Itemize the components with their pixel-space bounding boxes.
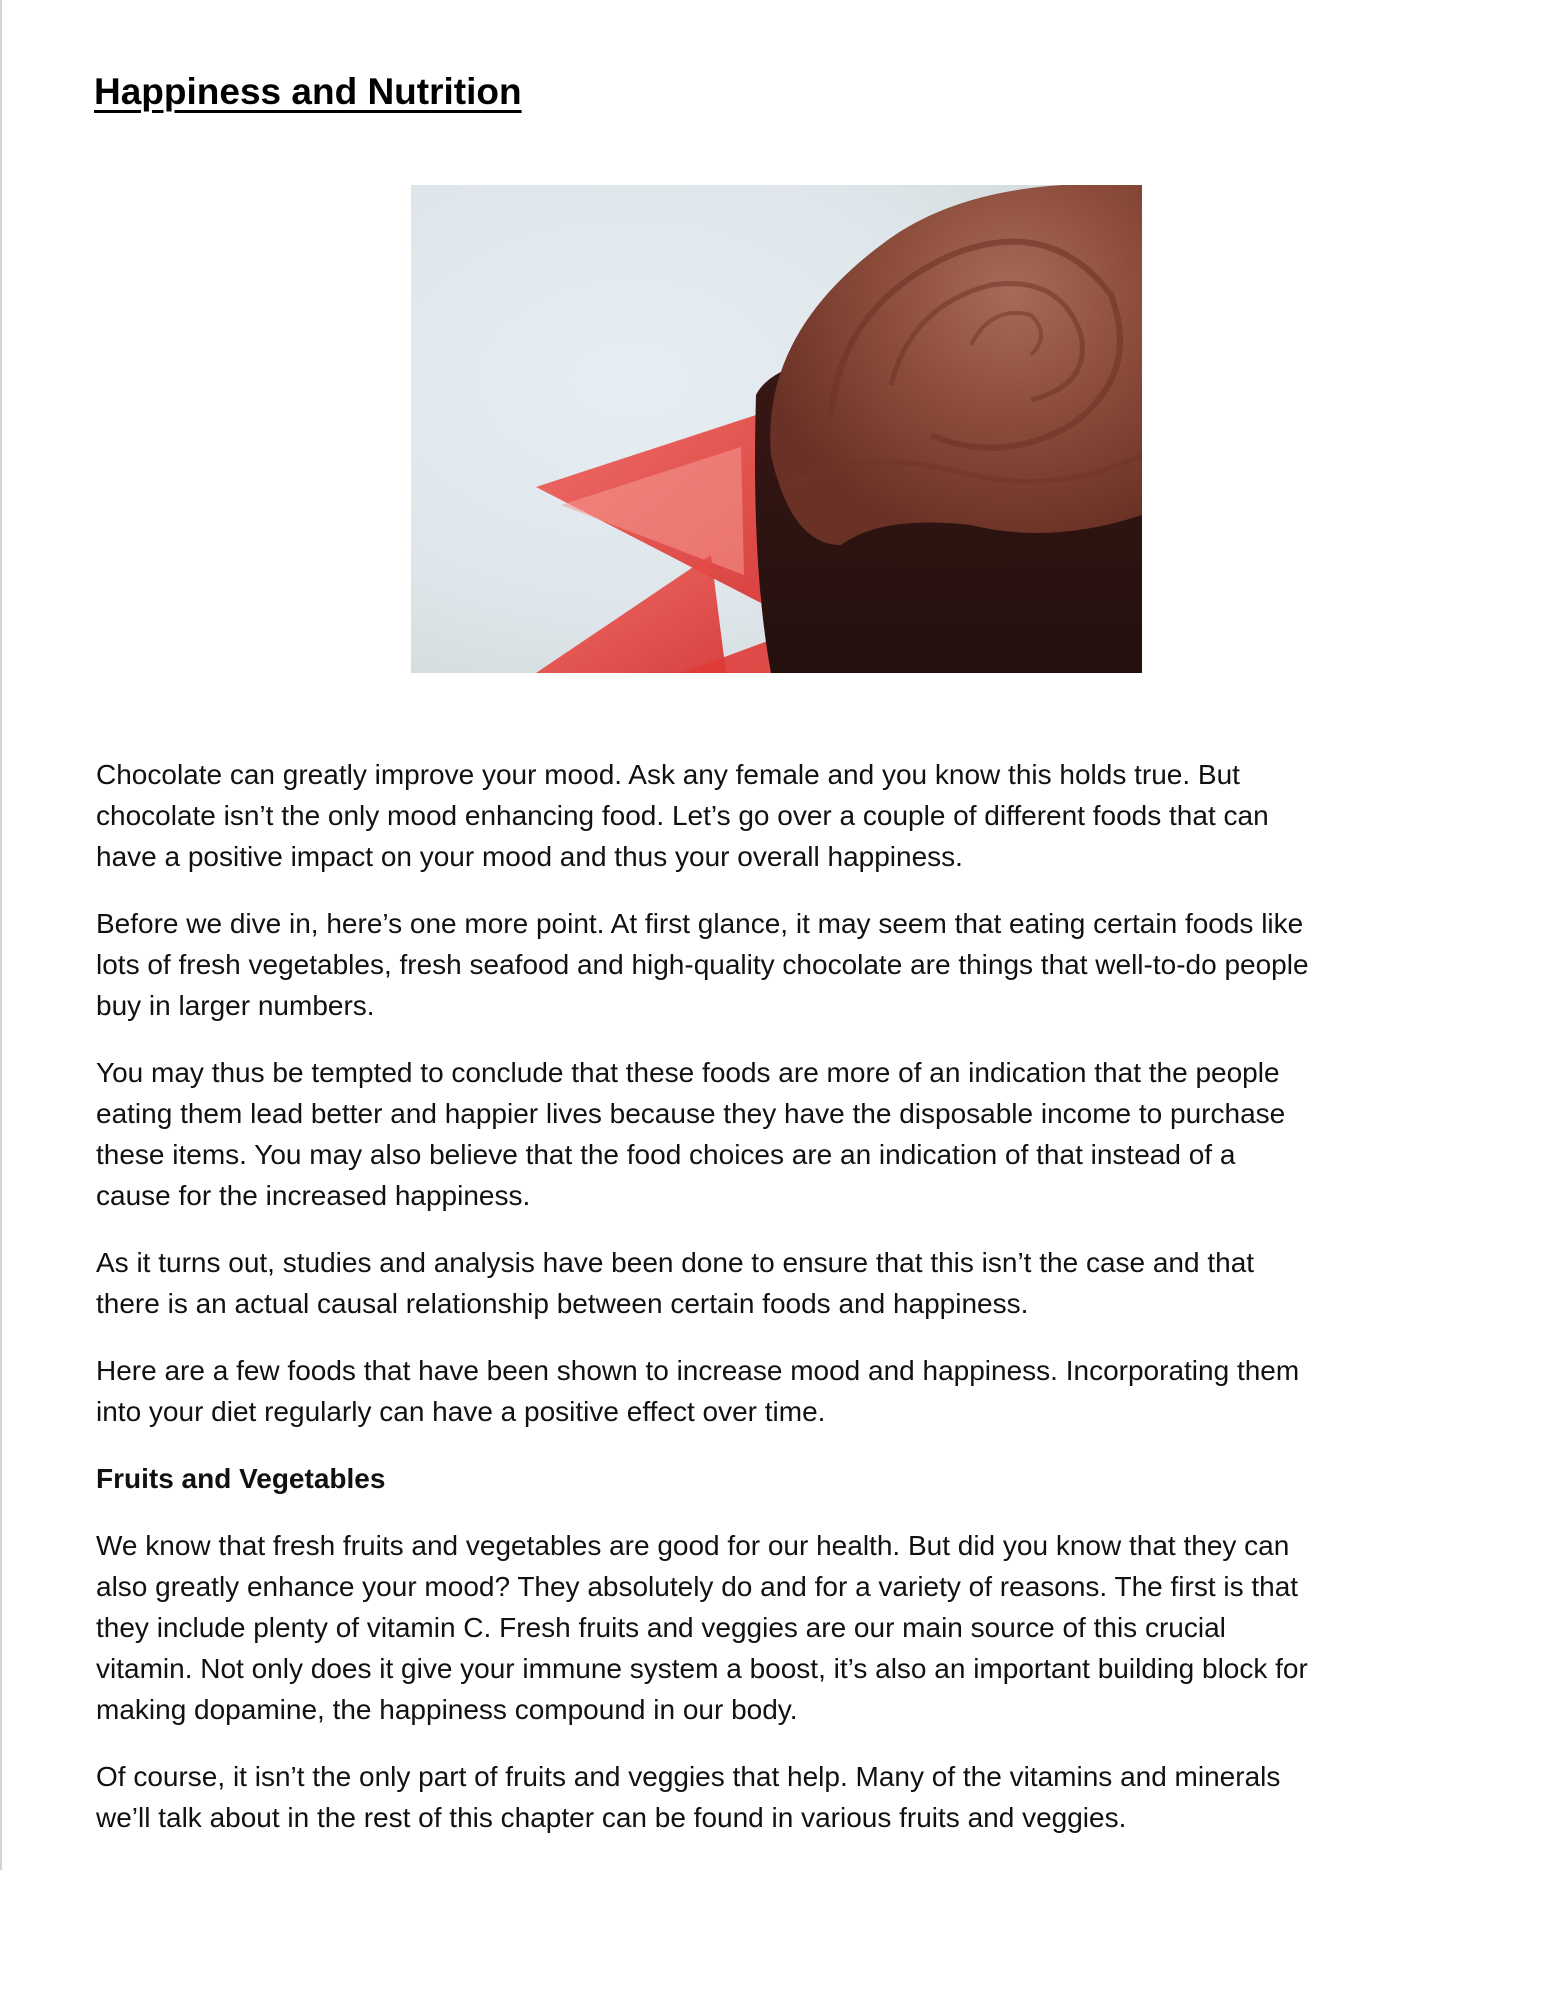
text-line: there is an actual causal relationship between certain foods and happiness. [96,1288,1029,1319]
article-body [96,754,1476,1864]
text-line: As it turns out, studies and analysis have been done to ensure that this isn’t the case and that [96,1247,1255,1278]
text-line: they include plenty of vitamin C. Fresh fruits and veggies are our main source of this crucial [96,1612,1226,1643]
paragraph-intro [96,754,1476,877]
text-line: into your diet regularly can have a positive effect over time. [96,1396,826,1427]
paragraph-studies [96,1242,1476,1324]
paragraph-tempted [96,1052,1476,1216]
section-heading: Fruits and Vegetables [96,1463,386,1494]
paragraph-vitamins-minerals [96,1756,1476,1838]
cupcake-photo-illustration [411,185,1142,673]
text-line: chocolate isn’t the only mood enhancing food. Let’s go over a couple of different foods that can [96,800,1269,831]
text-line: Chocolate can greatly improve your mood. Ask any female and you know this holds true. But [96,759,1240,790]
text-line: You may thus be tempted to conclude that these foods are more of an indication that the people [96,1057,1280,1088]
paragraph-fruits-vegetables [96,1525,1476,1730]
text-line: cause for the increased happiness. [96,1180,531,1211]
text-line: Before we dive in, here’s one more point. At first glance, it may seem that eating certain foods like [96,908,1304,939]
text-line: Of course, it isn’t the only part of fruits and veggies that help. Many of the vitamins and minerals [96,1761,1281,1792]
text-line: we’ll talk about in the rest of this chapter can be found in various fruits and veggies. [96,1802,1127,1833]
text-line: eating them lead better and happier lives because they have the disposable income to purchase [96,1098,1286,1129]
text-line: vitamin. Not only does it give your immune system a boost, it’s also an important building block for [96,1653,1308,1684]
text-line: lots of fresh vegetables, fresh seafood and high-quality chocolate are things that well-to-do people [96,949,1309,980]
text-line: Here are a few foods that have been shown to increase mood and happiness. Incorporating them [96,1355,1300,1386]
text-line: have a positive impact on your mood and thus your overall happiness. [96,841,963,872]
text-line: these items. You may also believe that the food choices are an indication of that instead of a [96,1139,1236,1170]
text-line: buy in larger numbers. [96,990,375,1021]
page-title: Happiness and Nutrition [94,71,522,112]
page-border [0,0,2,1870]
paragraph-before-we-dive [96,903,1476,1026]
text-line: We know that fresh fruits and vegetables are good for our health. But did you know that they can [96,1530,1290,1561]
text-line: also greatly enhance your mood? They absolutely do and for a variety of reasons. The first is that [96,1571,1299,1602]
paragraph-foods-list-intro [96,1350,1476,1432]
text-line: making dopamine, the happiness compound in our body. [96,1694,798,1725]
cupcake-image [411,185,1142,673]
